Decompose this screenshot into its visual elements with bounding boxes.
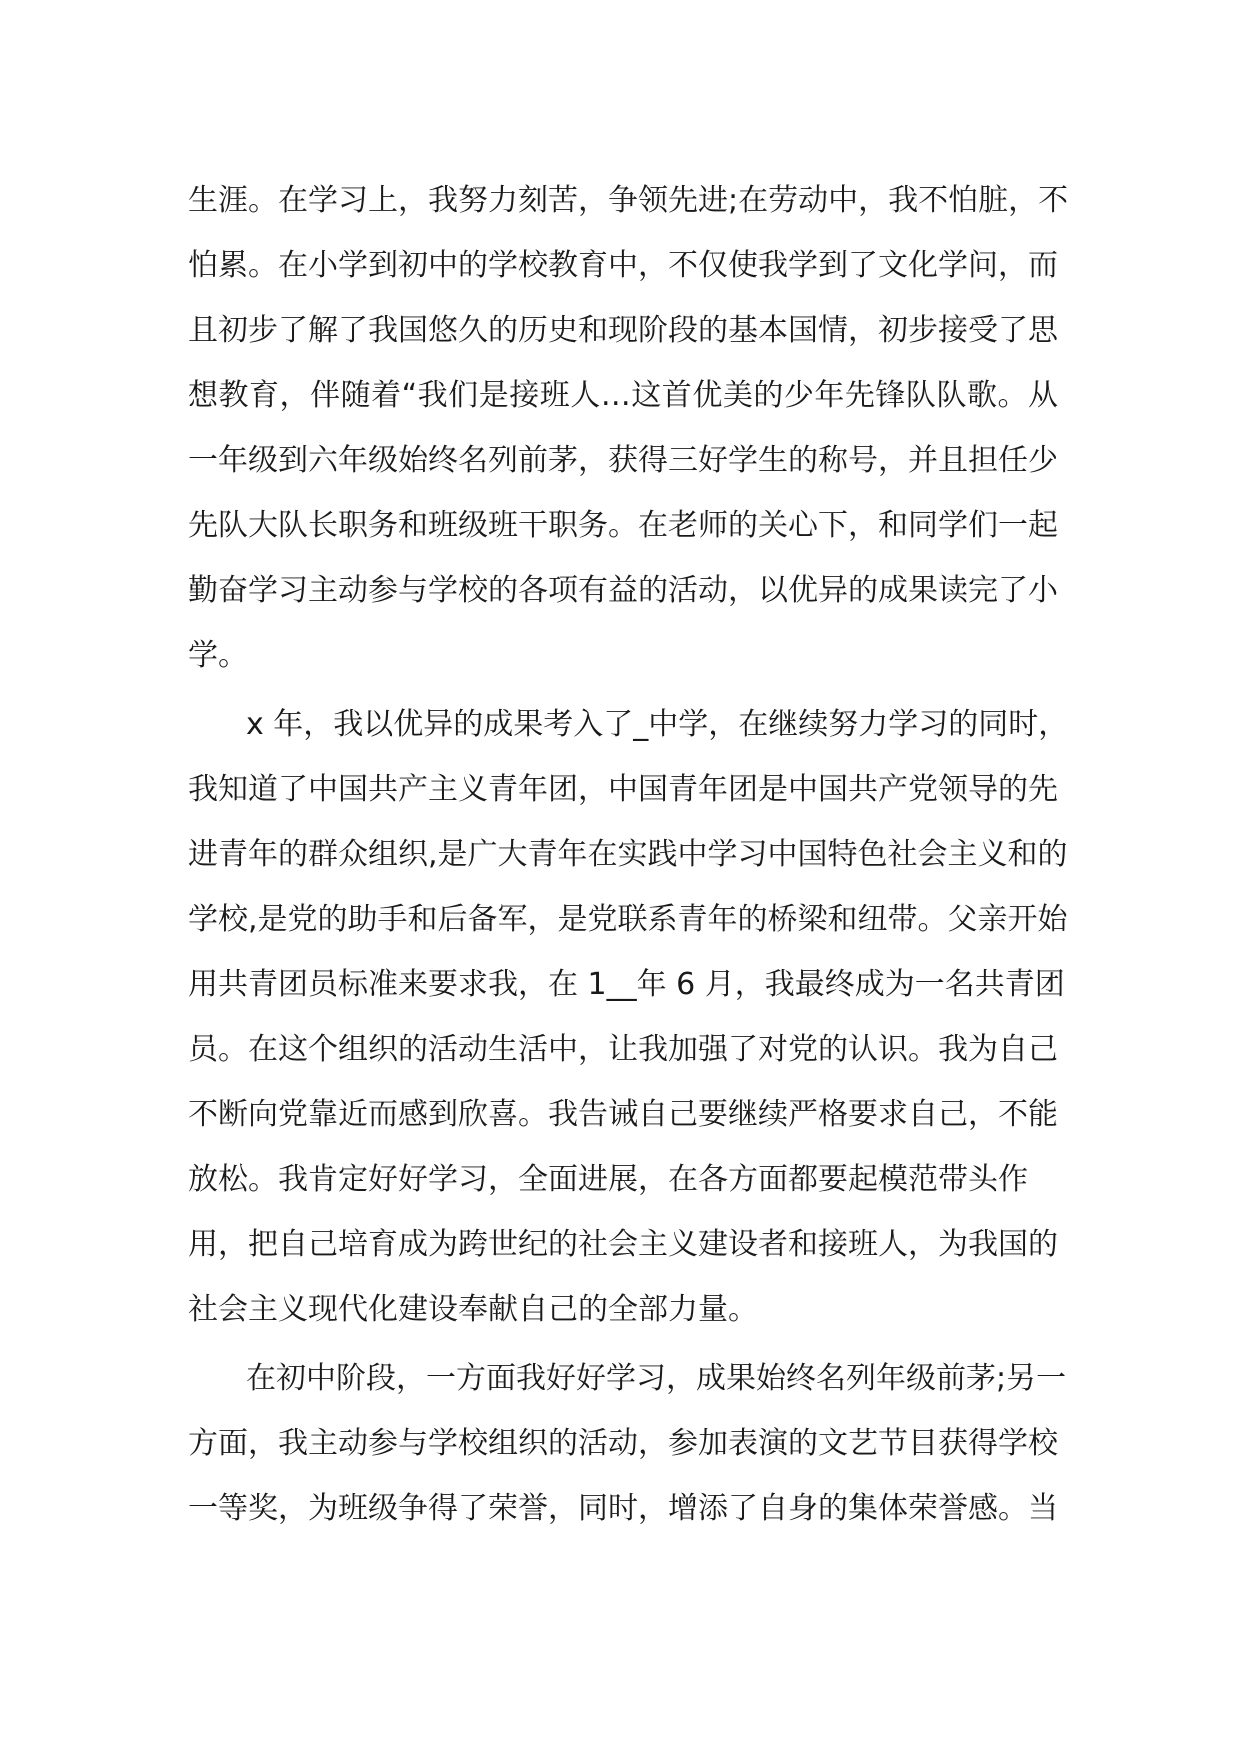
paragraph-3 (188, 1346, 1067, 1541)
text-line: 想教育，伴随着“我们是接班人…这首优美的少年先锋队队歌。从 (188, 378, 1058, 413)
text-line: 社会主义现代化建设奉献自己的全部力量。 (188, 1292, 758, 1327)
text-line: 一年级到六年级始终名列前茅，获得三好学生的称号，并且担任少 (188, 443, 1058, 478)
text-line: 怕累。在小学到初中的学校教育中，不仅使我学到了文化学问，而 (188, 248, 1058, 283)
text-line: 学。 (188, 638, 248, 673)
text-line: 用共青团员标准来要求我，在 1__年 6 月，我最终成为一名共青团 (188, 967, 1065, 1002)
text-line: x 年，我以优异的成果考入了_中学，在继续努力学习的同时， (246, 707, 1069, 742)
text-line: 先队大队长职务和班级班干职务。在老师的关心下，和同学们一起 (188, 508, 1058, 543)
paragraph-2 (188, 692, 1069, 1342)
text-line: 勤奋学习主动参与学校的各项有益的活动，以优异的成果读完了小 (188, 573, 1058, 608)
text-line: 在初中阶段，一方面我好好学习，成果始终名列年级前茅;另一 (246, 1361, 1067, 1396)
text-line: 方面，我主动参与学校组织的活动，参加表演的文艺节目获得学校 (188, 1426, 1058, 1461)
paragraph-1 (188, 168, 1069, 688)
document-body (188, 168, 1069, 1541)
text-line: 放松。我肯定好好学习，全面进展，在各方面都要起模范带头作 (188, 1162, 1028, 1197)
text-line: 生涯。在学习上，我努力刻苦，争领先进;在劳动中，我不怕脏，不 (188, 183, 1069, 218)
text-line: 且初步了解了我国悠久的历史和现阶段的基本国情，初步接受了思 (188, 313, 1058, 348)
text-line: 不断向党靠近而感到欣喜。我告诫自己要继续严格要求自己，不能 (188, 1097, 1058, 1132)
text-line: 学校,是党的助手和后备军，是党联系青年的桥梁和纽带。父亲开始 (188, 902, 1068, 937)
text-line: 用，把自己培育成为跨世纪的社会主义建设者和接班人，为我国的 (188, 1227, 1058, 1262)
text-line: 我知道了中国共产主义青年团，中国青年团是中国共产党领导的先 (188, 772, 1058, 807)
text-line: 一等奖，为班级争得了荣誉，同时，增添了自身的集体荣誉感。当 (188, 1491, 1058, 1526)
text-line: 进青年的群众组织,是广大青年在实践中学习中国特色社会主义和的 (188, 837, 1068, 872)
text-line: 员。在这个组织的活动生活中，让我加强了对党的认识。我为自己 (188, 1032, 1058, 1067)
